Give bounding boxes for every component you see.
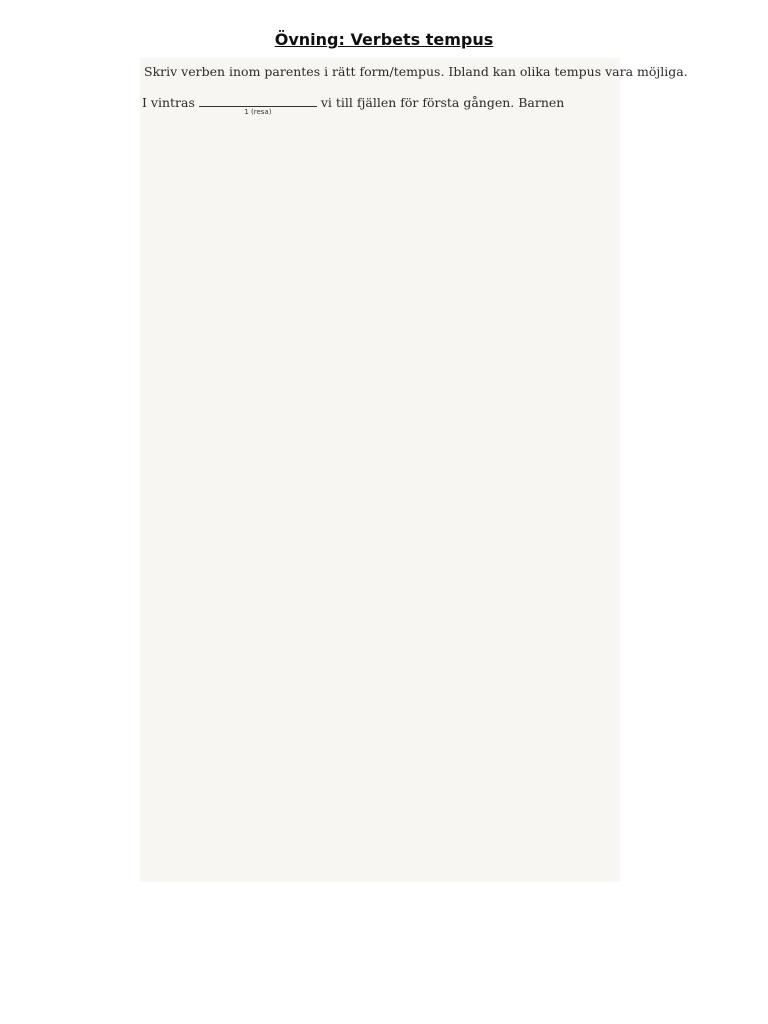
page-title: Övning: Verbets tempus [274, 30, 494, 49]
text-segment: vi till fjällen för första gången. Barnen [320, 95, 565, 110]
worksheet-scan [140, 58, 688, 882]
instruction: Skriv verben inom parentes i rätt form/tempus. Ibland kan olika tempus vara möjliga. [144, 64, 688, 79]
text-line [142, 94, 565, 116]
text-segment: I vintras [142, 95, 195, 110]
blank-hint: 1 (resa) [244, 108, 272, 116]
blank-1[interactable] [199, 94, 317, 116]
